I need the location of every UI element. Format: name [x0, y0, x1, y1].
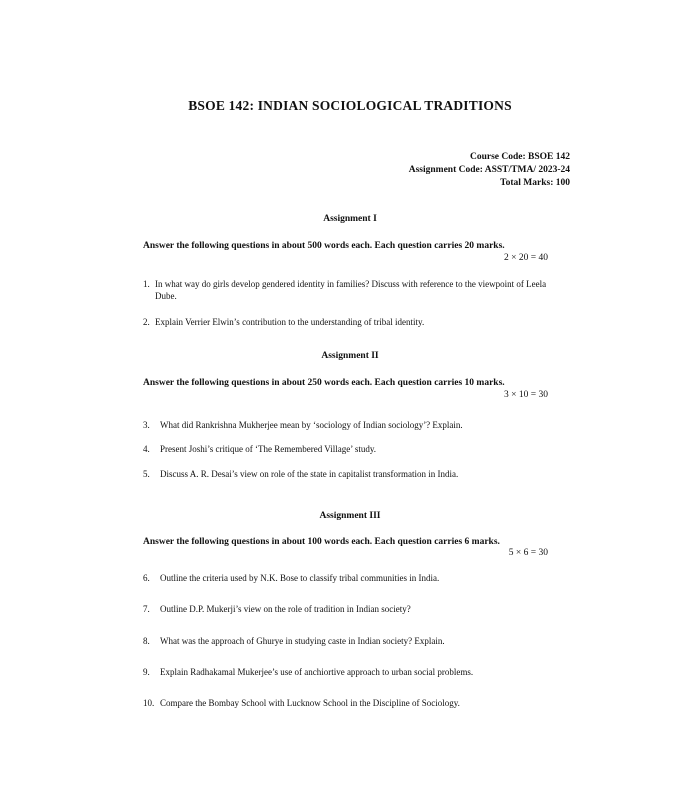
question-number: 10. [143, 698, 155, 708]
question-item [143, 278, 563, 302]
question-number: 7. [143, 604, 150, 614]
section-instruction-1: Answer the following questions in about 500 words each. Each question carries 20 marks. [143, 241, 505, 251]
question-item [143, 572, 563, 584]
section-heading-1: Assignment I [323, 214, 377, 224]
question-number: 6. [143, 573, 150, 583]
section-heading-3: Assignment III [319, 511, 381, 521]
question-number: 3. [143, 420, 150, 430]
course-codes-block [409, 151, 570, 190]
question-item [143, 316, 563, 328]
question-text: In what way do girls develop gendered identity in families? Discuss with reference to the viewpoint of Leela Dube. [155, 279, 547, 301]
section-marks-1: 2 × 20 = 40 [504, 253, 548, 263]
question-text: Explain Verrier Elwin’s contribution to the understanding of tribal identity. [155, 317, 425, 327]
question-text: What did Rankrishna Mukherjee mean by ‘sociology of Indian sociology’? Explain. [160, 420, 463, 430]
question-item [143, 697, 563, 709]
section-instruction-3: Answer the following questions in about 100 words each. Each question carries 6 marks. [143, 537, 500, 547]
question-text: What was the approach of Ghurye in studying caste in Indian society? Explain. [160, 636, 445, 646]
question-item [143, 635, 563, 647]
question-text: Outline the criteria used by N.K. Bose to classify tribal communities in India. [160, 573, 440, 583]
question-text: Outline D.P. Mukerji’s view on the role of tradition in Indian society? [160, 604, 411, 614]
question-text: Discuss A. R. Desai’s view on role of the state in capitalist transformation in India. [160, 469, 459, 479]
question-item [143, 468, 563, 480]
question-item [143, 603, 563, 615]
total-marks: Total Marks: 100 [500, 178, 570, 188]
section-instruction-2: Answer the following questions in about 250 words each. Each question carries 10 marks. [143, 378, 505, 388]
section-heading-2: Assignment II [321, 351, 379, 361]
question-number: 4. [143, 444, 150, 454]
question-text: Present Joshi’s critique of ‘The Remembered Village’ study. [160, 444, 376, 454]
question-number: 5. [143, 469, 150, 479]
question-number: 2. [143, 317, 150, 327]
question-text: Compare the Bombay School with Lucknow School in the Discipline of Sociology. [160, 698, 460, 708]
question-number: 8. [143, 636, 150, 646]
question-item [143, 666, 563, 678]
section-marks-2: 3 × 10 = 30 [504, 390, 548, 400]
document-title: BSOE 142: INDIAN SOCIOLOGICAL TRADITIONS [188, 98, 512, 113]
section-marks-3: 5 × 6 = 30 [508, 548, 548, 558]
question-number: 9. [143, 667, 150, 677]
question-text: Explain Radhakamal Mukerjee’s use of anchiortive approach to urban social problems. [160, 667, 474, 677]
course-code: Course Code: BSOE 142 [469, 152, 570, 162]
question-item [143, 443, 563, 455]
question-item [143, 419, 563, 431]
assignment-code: Assignment Code: ASST/TMA/ 2023-24 [408, 165, 570, 175]
question-number: 1. [143, 279, 150, 289]
